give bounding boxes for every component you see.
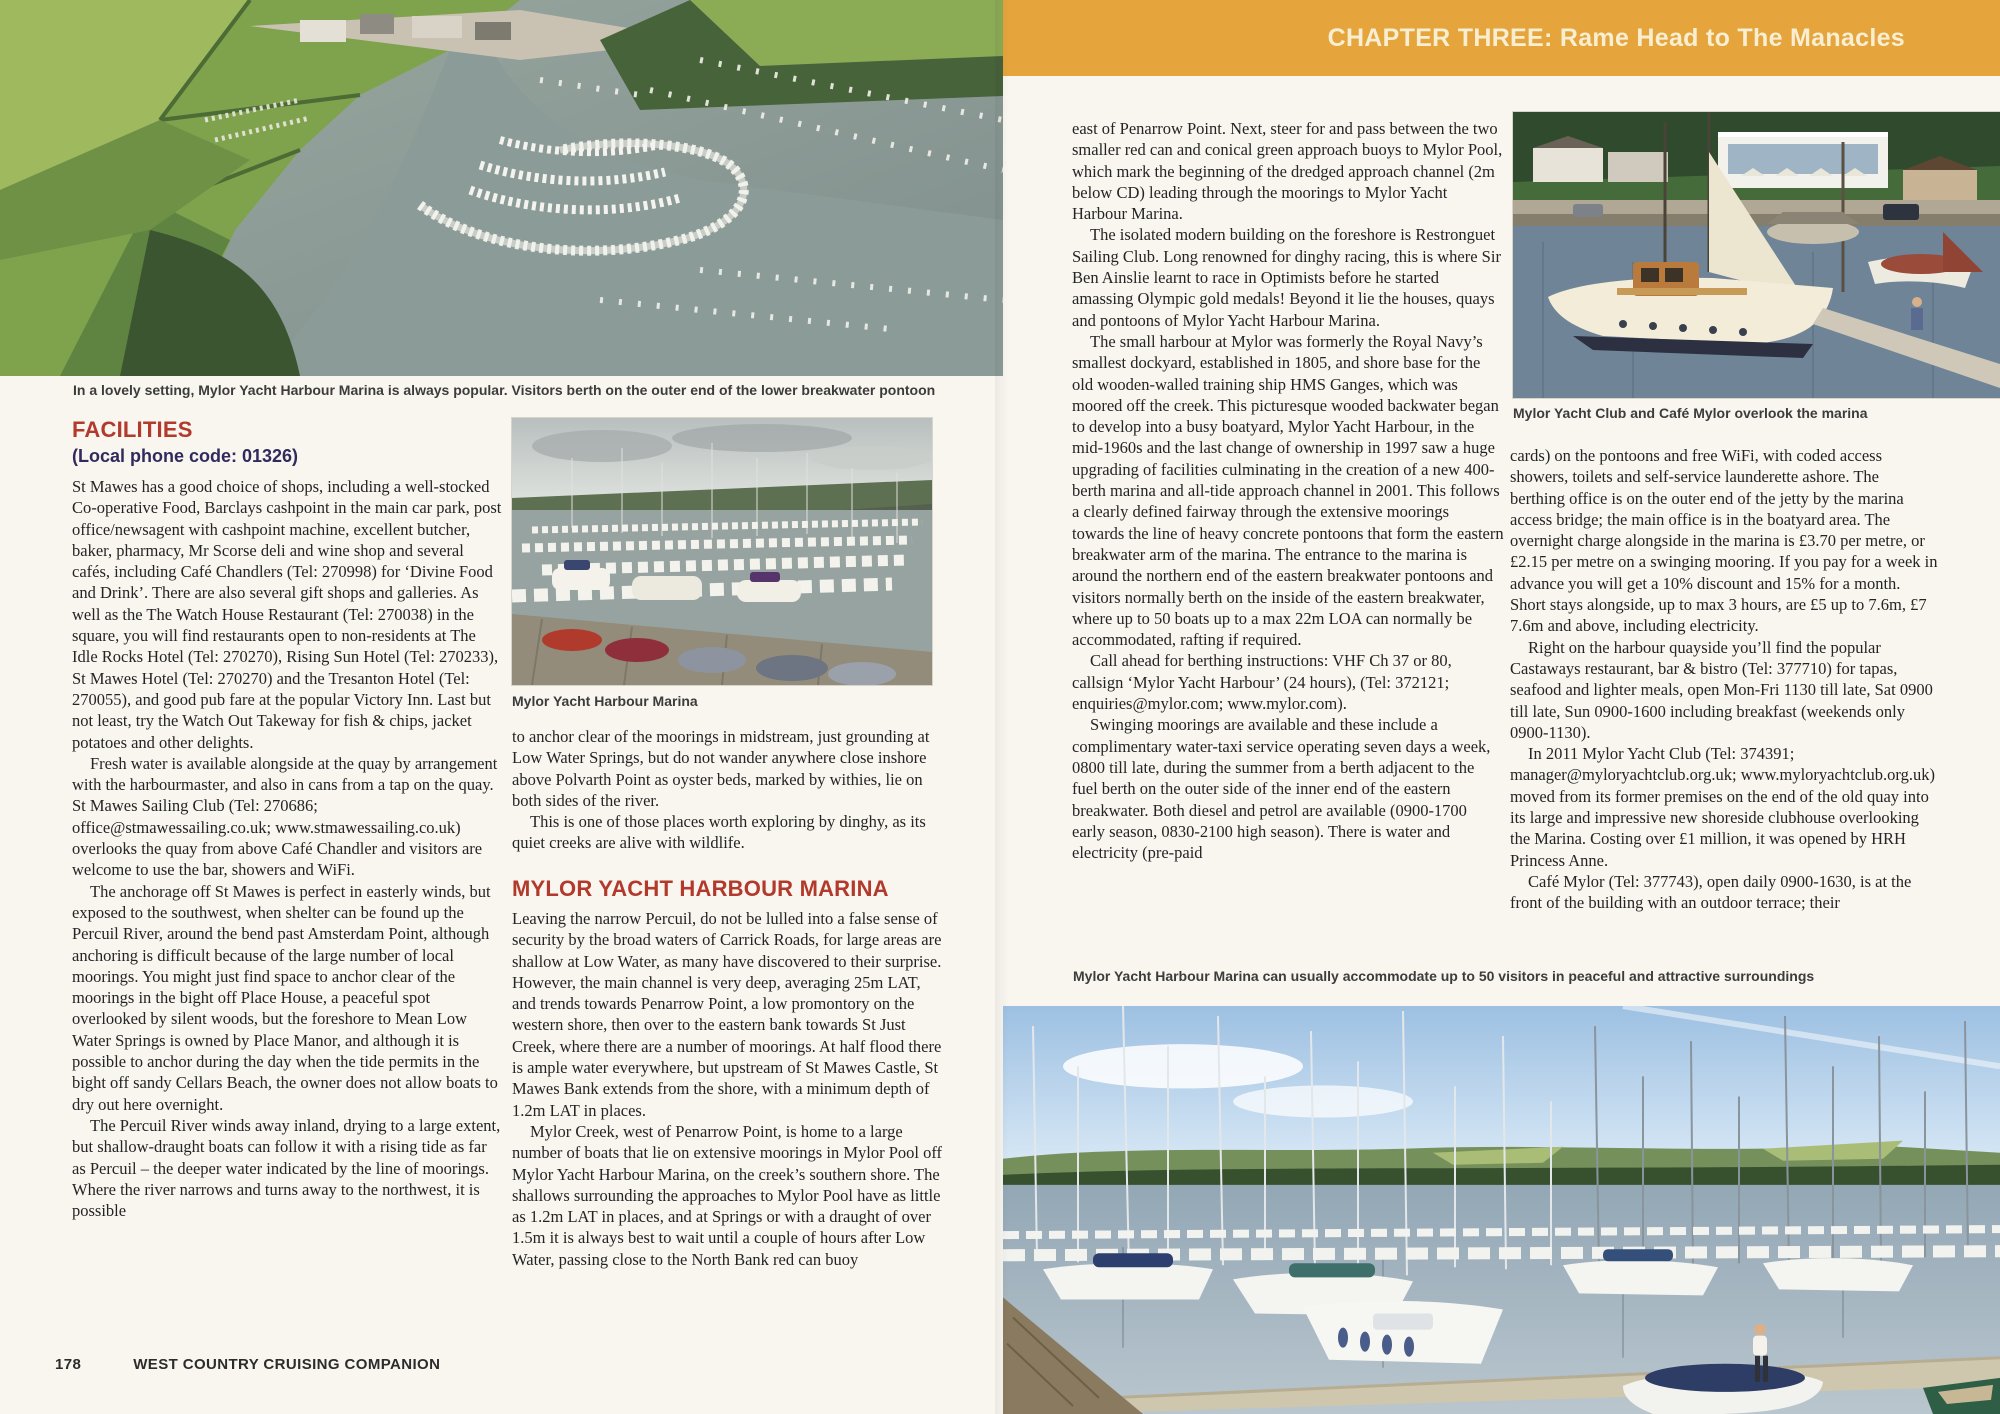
aerial-marina-photo-image xyxy=(0,0,1003,376)
right-page-column-1 xyxy=(1072,118,1504,863)
yacht-club-photo xyxy=(1513,112,2000,398)
page-number: 178 xyxy=(55,1356,82,1373)
chapter-title: CHAPTER THREE: Rame Head to The Manacles xyxy=(1327,23,1905,52)
aerial-marina-photo xyxy=(0,0,1003,376)
club-photo-caption: Mylor Yacht Club and Café Mylor overlook the marina xyxy=(1513,405,1868,421)
book-title: WEST COUNTRY CRUISING COMPANION xyxy=(133,1356,441,1373)
body-paragraph: Leaving the narrow Percuil, do not be lulled into a false sense of security by the broad waters of Carrick Roads, for large areas are shallow at Low Water, as many have discovered to their surprise. However, the main channel is very deep, averaging 25m LAT, and trends towards Penarrow Point, a low promontory on the western shore, then over to the eastern bank towards St Just Creek, where there are a number of moorings. At half flood there is ample water everywhere, but upstream of St Mawes Castle, St Mawes Bank extends from the shore, with a minimum depth of 1.2m LAT in places. xyxy=(512,909,942,1120)
body-paragraph: This is one of those places worth exploring by dinghy, as its quiet creeks are alive with wildlife. xyxy=(512,812,926,853)
marina-visitors-photo-image xyxy=(1003,1006,2000,1414)
phone-code-subheading: (Local phone code: 01326) xyxy=(72,446,299,466)
body-paragraph: The isolated modern building on the foreshore is Restronguet Sailing Club. Long renowned for dinghy racing, this is where Sir Ben Ainslie learnt to race in Optimists before he started amassing Olympic gold medals! Beyond it lie the houses, quays and pontoons of Mylor Yacht Harbour Marina. xyxy=(1072,225,1501,330)
body-paragraph: In 2011 Mylor Yacht Club (Tel: 374391; manager@myloryachtclub.org.uk; www.myloryachtclub.org.uk) moved from its former premises on the end of the old quay into its large and impressive new shoreside clubhouse overlooking the Marina. Costing over £1 million, it was opened by HRH Princess Anne. xyxy=(1510,744,1935,870)
left-page-column-2-bottom xyxy=(512,908,944,1270)
left-page-column-1 xyxy=(72,476,504,1221)
facilities-heading: FACILITIES xyxy=(72,417,193,442)
body-paragraph: The Percuil River winds away inland, drying to a large extent, but shallow-draught boats can follow it with a rising tide as far as Percuil – the deeper water indicated by the line of moorings. Where the river narrows and turns away to the northwest, it is possible xyxy=(72,1115,501,1221)
marina-visitors-photo xyxy=(1003,1006,2000,1414)
body-paragraph: St Mawes has a good choice of shops, including a well-stocked Co-operative Food, Barclays cashpoint in the main car park, post office/newsagent with cashpoint machine, excellent butcher, baker, pharmacy, Mr Scorse deli and wine shop and several cafés, including Café Chandlers (Tel: 270998) for ‘Divine Food and Drink’. There are also several gift shops and galleries. As well as the The Watch House Restaurant (Tel: 270038) in the square, you will find restaurants open to non-residents at The Idle Rocks Hotel (Tel: 270270), Rising Sun Hotel (Tel: 270233), St Mawes Hotel (Tel: 270270) and the Tresanton Hotel (Tel: 270055), and good pub fare at the popular Victory Inn. Last but not least, try the Watch Out Takeway for fish & chips, jacket potatoes and other delights. xyxy=(72,477,502,752)
body-paragraph: Café Mylor (Tel: 377743), open daily 0900-1630, is at the front of the building with an outdoor terrace; their xyxy=(1510,871,1912,913)
aerial-photo-caption: In a lovely setting, Mylor Yacht Harbour Marina is always popular. Visitors berth on the outer end of the lower breakwater pontoon xyxy=(73,382,936,398)
body-paragraph: Fresh water is available alongside at the quay by arrangement with the harbourmaster, and also in cans from a tap on the quay. St Mawes Sailing Club (Tel: 270686; office@stmawessailing.co.uk; www.stmawessailing.co.uk) overlooks the quay from above Café Chandler and visitors are welcome to use the bar, showers and WiFi. xyxy=(72,753,498,880)
right-page-column-2 xyxy=(1510,445,1938,914)
mylor-marina-photo xyxy=(512,418,932,685)
mylor-marina-photo-image xyxy=(512,418,932,685)
yacht-club-photo-image xyxy=(1513,112,2000,398)
body-paragraph: to anchor clear of the moorings in midstream, just grounding at Low Water Springs, but do not wander anywhere close inshore above Polvarth Point as oyster beds, marked by withies, lie on both sides of the river. xyxy=(512,727,930,810)
mylor-marina-heading: MYLOR YACHT HARBOUR MARINA xyxy=(512,876,889,901)
body-paragraph: Swinging moorings are available and these include a complimentary water-taxi service operating seven days a week, 0800 till late, during the summer from a berth adjacent to the fuel berth on the outer side of the inner end of the eastern breakwater. Both diesel and petrol are available (0900-1700 early season, 0830-2100 high season). There is water and electricity (pre-paid xyxy=(1072,715,1491,863)
body-paragraph: cards) on the pontoons and free WiFi, with coded access showers, toilets and self-service launderette ashore. The berthing office is on the outer end of the jetty by the marina access bridge; the main office is in the boatyard area. The overnight charge alongside in the marina is £3.70 per metre, or £2.15 per metre on a swinging mooring. If you pay for a week in advance you will get a 10% discount and 15% for a month. Short stays alongside, up to max 3 hours, are £5 up to 7.6m, £7 7.6m and above, including electricity. xyxy=(1510,446,1938,636)
body-paragraph: The anchorage off St Mawes is perfect in easterly winds, but exposed to the southwest, when shelter can be found up the Percuil River, around the bend past Amsterdam Point, although anchoring is difficult because of the large number of local moorings. You might just find space to anchor clear of the moorings in the bight off Place House, a peaceful spot overlooked by silent woods, but the foreshore to Mean Low Water Springs is owned by Place Manor, and although it is possible to anchor during the day when the tide permits in the bight off sandy Cellars Beach, the owner does not allow boats to dry out here overnight. xyxy=(72,881,498,1114)
body-paragraph: Mylor Creek, west of Penarrow Point, is home to a large number of boats that lie on extensive moorings in Mylor Pool off Mylor Yacht Harbour Marina, on the creek’s southern shore. The shallows surrounding the approaches to Mylor Pool have as little as 1.2m LAT in places, and at Springs or with a draught of over 1.5m it is always best to wait until a couple of hours after Low Water, passing close to the North Bank red can buoy xyxy=(512,1121,943,1269)
chapter-header-bar xyxy=(1003,0,2000,76)
left-page-column-2-top xyxy=(512,726,944,854)
mid-photo-caption: Mylor Yacht Harbour Marina xyxy=(512,693,698,709)
body-paragraph: Call ahead for berthing instructions: VHF Ch 37 or 80, callsign ‘Mylor Yacht Harbour’ (24 hours), (Tel: 372121; enquiries@mylor.com; www.mylor.com). xyxy=(1072,651,1452,714)
body-paragraph: Right on the harbour quayside you’ll find the popular Castaways restaurant, bar & bistro (Tel: 377710) for tapas, seafood and lighter meals, open Mon-Fri 1130 till late, Sat 0900 till late, Sun 0900-1600 including breakfast (weekends only 0900-1130). xyxy=(1510,637,1933,742)
body-paragraph: The small harbour at Mylor was formerly the Royal Navy’s smallest dockyard, established in 1805, and shore base for the old wooden-walled training ship HMS Ganges, which was moored off the creek. This picturesque wooded backwater began to develop into a busy boatyard, Mylor Yacht Harbour, in the mid-1960s and the last change of ownership in 1997 saw a huge upgrading of facilities culminating in the creation of a new 400-berth marina and all-tide approach channel in 2001. This follows a clearly defined fairway through the extensive moorings towards the line of heavy concrete pontoons that form the eastern breakwater arm of the marina. The entrance to the marina is around the northern end of the eastern breakwater pontoons and visitors normally berth on the inside of the eastern breakwater, where up to 50 boats up to a max 22m LOA can normally be accommodated, rafting if required. xyxy=(1072,331,1504,650)
body-paragraph: east of Penarrow Point. Next, steer for and pass between the two smaller red can and conical green approach buoys to Mylor Pool, which mark the beginning of the dredged approach channel (2m below CD) leading through the moorings to Mylor Yacht Harbour Marina. xyxy=(1072,119,1503,224)
bottom-photo-caption: Mylor Yacht Harbour Marina can usually accommodate up to 50 visitors in peaceful and attractive surroundings xyxy=(1073,968,1815,984)
page-footer xyxy=(55,1356,440,1373)
